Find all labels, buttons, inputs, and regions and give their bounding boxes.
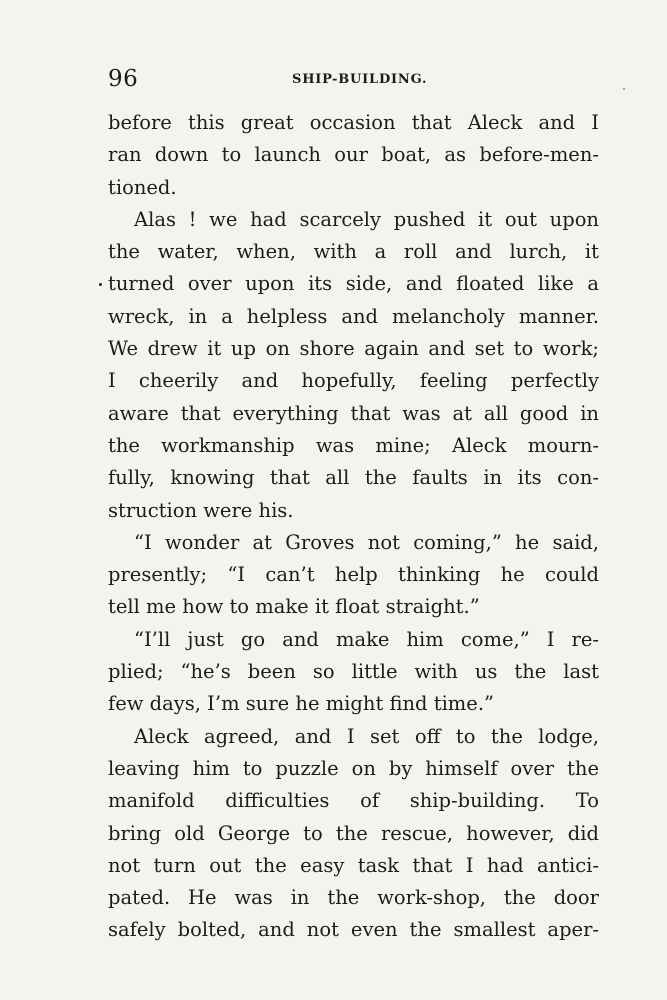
body-text	[108, 107, 599, 947]
text-line: Aleck agreed, and I set off to the lodge,	[134, 724, 599, 748]
text-line: tell me how to make it float straight.”	[108, 595, 480, 619]
ink-speck	[99, 283, 102, 286]
text-line: wreck, in a helpless and melancholy manner.	[108, 304, 599, 328]
text-line: few days, I’m sure he might find time.”	[108, 692, 495, 716]
text-line: fully, knowing that all the faults in its con-	[108, 466, 599, 490]
ink-speck	[623, 88, 625, 90]
text-line: leaving him to puzzle on by himself over the	[108, 756, 599, 780]
text-line: turned over upon its side, and floated like a	[108, 272, 599, 296]
running-title: SHIP-BUILDING.	[292, 72, 428, 87]
text-line: We drew it up on shore again and set to work;	[108, 337, 599, 361]
text-line: before this great occasion that Aleck and I	[108, 111, 599, 134]
text-line: pated. He was in the work-shop, the door	[108, 886, 599, 910]
page-number: 96	[108, 66, 139, 92]
text-line: “I’ll just go and make him come,” I re-	[134, 627, 599, 651]
running-head	[108, 66, 599, 94]
text-line: I cheerily and hopefully, feeling perfectly	[108, 369, 599, 393]
text-line: plied; “he’s been so little with us the last	[108, 660, 599, 684]
text-line: Alas ! we had scarcely pushed it out upon	[134, 207, 599, 231]
text-line: the water, when, with a roll and lurch, it	[108, 240, 599, 264]
text-line: ran down to launch our boat, as before-men-	[108, 143, 599, 167]
text-line: bring old George to the rescue, however, did	[108, 821, 599, 845]
text-line: manifold difficulties of ship-building. To	[108, 789, 599, 813]
text-line: tioned.	[108, 175, 177, 199]
text-line: struction were his.	[108, 498, 294, 522]
text-line: “I wonder at Groves not coming,” he said,	[134, 530, 599, 554]
text-line: aware that everything that was at all good in	[108, 401, 599, 425]
text-line: not turn out the easy task that I had antici-	[108, 853, 599, 877]
text-line: presently; “I can’t help thinking he could	[108, 563, 599, 587]
text-line: safely bolted, and not even the smallest aper-	[108, 918, 599, 942]
text-line: the workmanship was mine; Aleck mourn-	[108, 433, 599, 457]
